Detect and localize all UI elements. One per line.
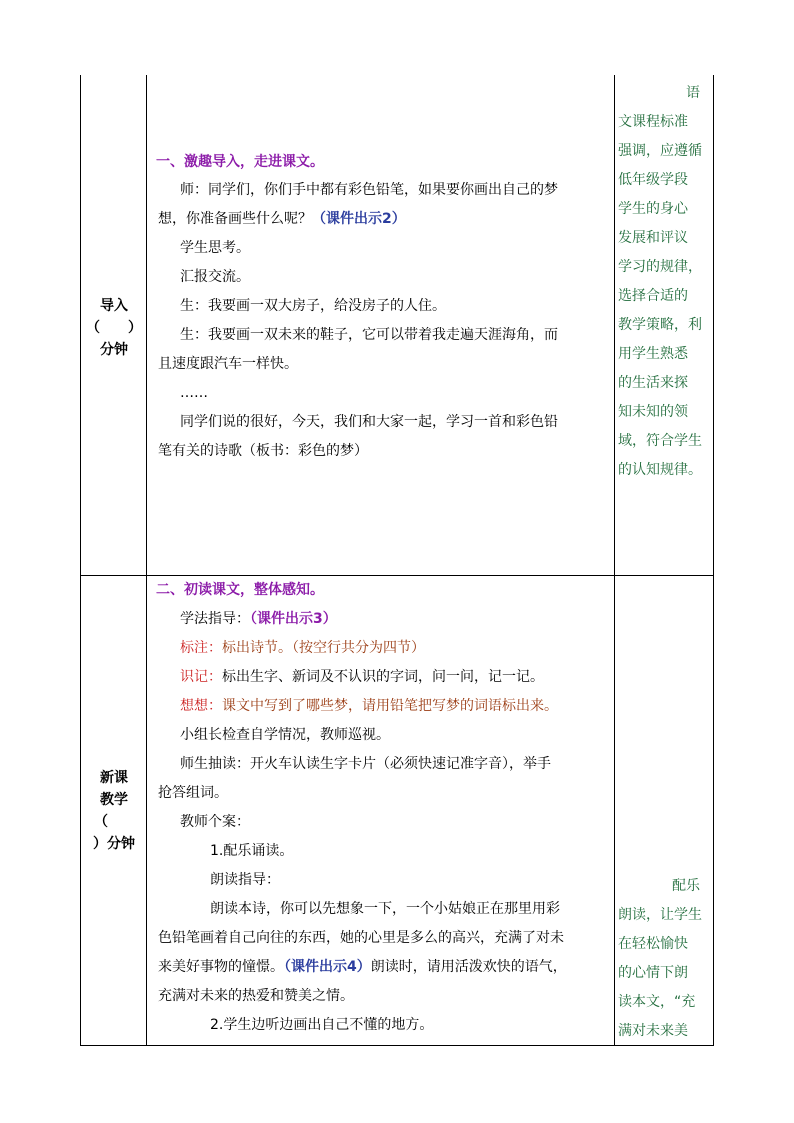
text: 朗读时，请用活泼欢快的语气， (370, 959, 567, 975)
paragraph-line: 充满对未来的热爱和赞美之情。 (158, 988, 354, 1004)
paragraph-line (150, 638, 643, 658)
row-divider (80, 575, 714, 576)
paragraph-line: 色铅笔画着自己向往的东西，她的心里是多么的高兴，充满了对未 (158, 930, 564, 946)
label-line: ）分钟 (93, 836, 135, 852)
paragraph-line: 生：我要画一双大房子，给没房子的人住。 (180, 298, 446, 314)
side-line: 用学生熟悉 (618, 346, 688, 362)
courseware-ref: （课件出示2） (312, 211, 406, 227)
text: 想，你准备画些什么呢？ (158, 211, 312, 227)
text: 来美好事物的憧憬。 (158, 959, 284, 975)
paragraph-line: 师：同学们，你们手中都有彩色铅笔，如果要你画出自己的梦 (180, 182, 558, 198)
text: 识记： (180, 669, 222, 685)
paragraph-line: 笔有关的诗歌（板书：彩色的梦） (158, 443, 368, 459)
courseware-ref: （课件出示4） (284, 959, 371, 975)
paragraph-line: 抢答组词。 (158, 785, 228, 801)
paragraph-line (150, 667, 643, 687)
side-line: 的认知规律。 (618, 462, 702, 478)
paragraph-line: 1.配乐诵读。 (210, 843, 294, 859)
row-label-intro (84, 295, 144, 361)
paragraph-line: 生：我要画一双未来的鞋子，它可以带着我走遍天涯海角，而 (180, 327, 558, 343)
section-heading: 二、初读课文，整体感知。 (156, 582, 324, 598)
side-line: 选择合适的 (618, 288, 688, 304)
paragraph-line: …… (180, 385, 208, 401)
table-border-right (713, 75, 714, 1045)
paragraph-line: 小组长检查自学情况，教师巡视。 (180, 727, 390, 743)
side-line: 在轻松愉快 (618, 936, 688, 952)
text: 想想： (180, 698, 222, 714)
side-line: 满对未来美 (618, 1023, 688, 1039)
label-line: （ (94, 814, 108, 830)
paragraph-line: 教师个案： (180, 814, 250, 830)
paragraph-line: 且速度跟汽车一样快。 (158, 356, 298, 372)
side-line: 的心情下朗 (618, 965, 688, 981)
text: 标出生字、新词及不认识的字词，问一问，记一记。 (222, 669, 544, 685)
side-line: 的生活来探 (618, 375, 688, 391)
side-line: 知未知的领 (618, 404, 688, 420)
side-line: 读本文，“充 (618, 994, 696, 1010)
table-border-left (80, 75, 81, 1045)
side-line: 朗读，让学生 (618, 907, 702, 923)
paragraph-line (150, 609, 643, 629)
paragraph-line: 学生思考。 (180, 240, 250, 256)
paragraph-line (150, 696, 643, 716)
text: 学法指导： (180, 611, 250, 627)
paragraph-line: 2.学生边听边画出自己不懂的地方。 (210, 1017, 434, 1033)
paragraph-line: 汇报交流。 (180, 269, 250, 285)
side-line: 教学策略，利 (618, 317, 702, 333)
paragraph-line (158, 957, 621, 977)
side-line: 配乐 (672, 878, 700, 894)
label-line: 分钟 (100, 342, 128, 358)
table-divider-label (146, 75, 147, 1045)
table-border-bottom (80, 1045, 714, 1046)
courseware-ref: （课件出示3） (250, 611, 337, 627)
side-line: 学习的规律， (618, 259, 702, 275)
side-line: 文课程标准 (618, 114, 688, 130)
label-line: 新课 (100, 770, 128, 786)
text: 课文中写到了哪些梦，请用铅笔把写梦的词语标出来。 (222, 698, 558, 714)
paragraph-line: 师生抽读：开火车认读生字卡片（必须快速记准字音），举手 (180, 756, 551, 772)
side-line: 低年级学段 (618, 172, 688, 188)
paragraph-line (158, 209, 621, 229)
side-line: 发展和评议 (618, 230, 688, 246)
paragraph-line: 朗读本诗，你可以先想象一下，一个小姑娘正在那里用彩 (210, 901, 560, 917)
label-line: 导入 (100, 298, 128, 314)
text: 标注： (180, 640, 222, 656)
side-line: 语 (686, 85, 700, 101)
side-line: 域，符合学生 (618, 433, 702, 449)
paragraph-line: 朗读指导： (210, 872, 280, 888)
side-line: 学生的身心 (618, 201, 688, 217)
side-line: 强调，应遵循 (618, 143, 702, 159)
paragraph-line: 同学们说的很好，今天，我们和大家一起，学习一首和彩色铅 (180, 414, 558, 430)
label-line: 教学 (100, 792, 128, 808)
section-heading: 一、激趣导入，走进课文。 (156, 154, 324, 170)
label-line: （ ） (86, 320, 142, 336)
row-label-new-lesson (84, 767, 144, 855)
text: 标出诗节。（按空行共分为四节） (222, 640, 425, 656)
